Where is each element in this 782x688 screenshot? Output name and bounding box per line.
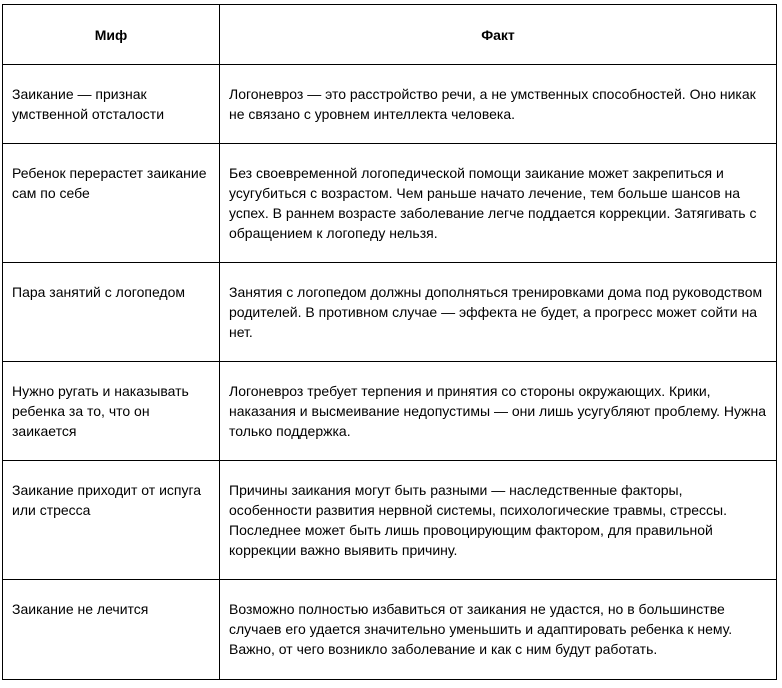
myth-cell xyxy=(3,362,220,461)
myth-cell xyxy=(3,263,220,362)
fact-text: Логоневроз требует терпения и принятия со стороны окружающих. Крики, наказания и высмеивание недопустимы — они лишь усугубляют проблему. Нужна только поддержка. xyxy=(229,383,767,439)
fact-text: Занятия с логопедом должны дополняться тренировками дома под руководством родителей. В противном случае — эффекта не будет, а прогресс может сойти на нет. xyxy=(229,284,763,340)
myth-fact-table xyxy=(2,4,777,680)
fact-cell xyxy=(220,362,777,461)
fact-cell xyxy=(220,461,777,580)
table-row xyxy=(3,263,777,362)
myth-text: Нужно ругать и наказывать ребенка за то, что он заикается xyxy=(12,383,189,439)
table-row xyxy=(3,144,777,263)
table-row xyxy=(3,65,777,144)
header-row xyxy=(3,5,777,65)
table-row xyxy=(3,580,777,680)
fact-cell xyxy=(220,144,777,263)
myth-text: Заикание приходит от испуга или стресса xyxy=(12,482,202,518)
myth-cell xyxy=(3,580,220,680)
myth-text: Заикание — признак умственной отсталости xyxy=(12,86,165,122)
header-fact: Факт xyxy=(220,5,777,65)
table-row xyxy=(3,362,777,461)
fact-text: Причины заикания могут быть разными — наследственные факторы, особенности развития нервной системы, психологические травмы, стрессы. Последнее может быть лишь провоцирующим фактором, для правильной коррекции важно выявить причину. xyxy=(229,482,727,558)
fact-text: Без своевременной логопедической помощи заикание может закрепиться и усугубиться с возрастом. Чем раньше начато лечение, тем больше шансов на успех. В раннем возрасте заболевание легче поддается коррекции. Затягивать с обращением к логопеду нельзя. xyxy=(229,165,757,241)
table-row xyxy=(3,461,777,580)
myth-text: Ребенок перерастет заикание сам по себе xyxy=(12,165,207,201)
fact-cell xyxy=(220,580,777,680)
fact-text: Возможно полностью избавиться от заикания не удастся, но в большинстве случаев его удается значительно уменьшить и адаптировать ребенка к нему. Важно, от чего возникло заболевание и как с ним будут работать. xyxy=(229,601,733,657)
myth-cell xyxy=(3,144,220,263)
myth-cell xyxy=(3,461,220,580)
fact-cell xyxy=(220,263,777,362)
myth-text: Заикание не лечится xyxy=(12,601,149,617)
myth-cell xyxy=(3,65,220,144)
header-myth: Миф xyxy=(3,5,220,65)
myth-text: Пара занятий с логопедом xyxy=(12,284,185,300)
fact-cell xyxy=(220,65,777,144)
fact-text: Логоневроз — это расстройство речи, а не умственных способностей. Оно никак не связано с уровнем интеллекта человека. xyxy=(229,86,756,122)
